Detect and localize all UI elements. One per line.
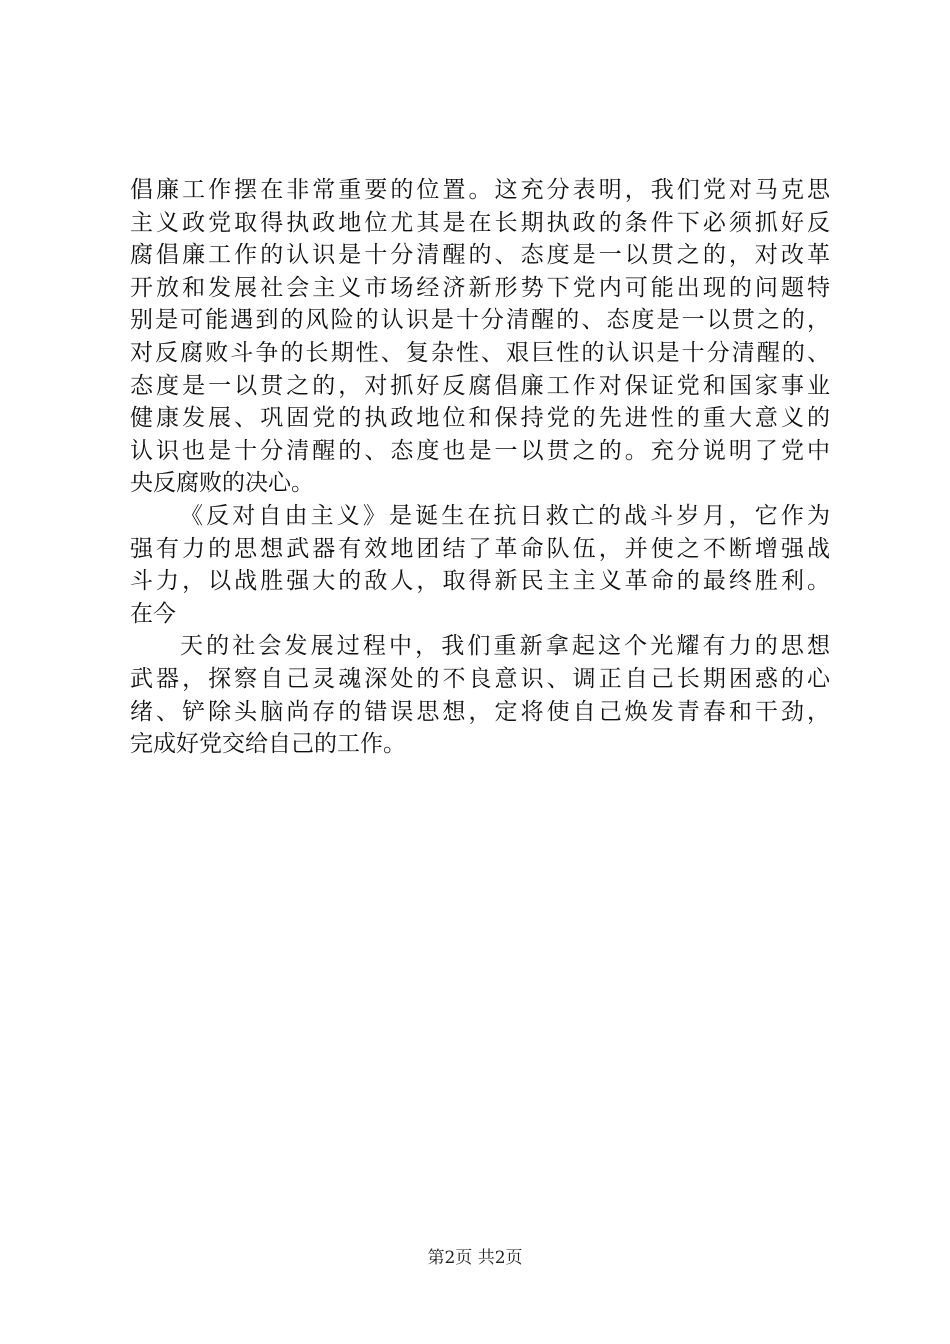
text-line: 天的社会发展过程中，我们重新拿起这个光耀有力的思想 [180, 633, 830, 660]
text-line: 斗力，以战胜强大的敌人，取得新民主主义革命的最终胜利。 [130, 568, 830, 595]
text-line: 开放和发展社会主义市场经济新形势下党内可能出现的问题特 [130, 274, 830, 301]
text-line: 健康发展、巩固党的执政地位和保持党的先进性的重大意义的 [130, 405, 830, 432]
text-line: 绪、铲除头脑尚存的错误思想，定将使自己焕发青春和干劲， [130, 698, 830, 725]
text-line: 强有力的思想武器有效地团结了革命队伍，并使之不断增强战 [130, 535, 830, 562]
document-body [130, 174, 830, 761]
text-line: 在今 [130, 600, 176, 627]
text-line: 对反腐败斗争的长期性、复杂性、艰巨性的认识是十分清醒的、 [130, 339, 830, 366]
text-line: 主义政党取得执政地位尤其是在长期执政的条件下必须抓好反 [130, 209, 830, 236]
text-line: 完成好党交给自己的工作。 [130, 731, 406, 758]
text-line: 倡廉工作摆在非常重要的位置。这充分表明，我们党对马克思 [130, 177, 830, 203]
text-line: 态度是一以贯之的，对抓好反腐倡廉工作对保证党和国家事业 [130, 372, 830, 399]
text-line: 认识也是十分清醒的、态度也是一以贯之的。充分说明了党中 [130, 437, 830, 464]
text-line: 央反腐败的决心。 [130, 470, 314, 497]
text-line: 武器，探察自己灵魂深处的不良意识、调正自己长期困惑的心 [130, 665, 830, 692]
page-footer: 第2页 共2页 [427, 1248, 523, 1268]
text-line: 别是可能遇到的风险的认识是十分清醒的、态度是一以贯之的， [130, 307, 830, 334]
text-line: 腐倡廉工作的认识是十分清醒的、态度是一以贯之的，对改革 [130, 242, 830, 269]
text-line: 《反对自由主义》是诞生在抗日救亡的战斗岁月，它作为 [180, 502, 830, 529]
